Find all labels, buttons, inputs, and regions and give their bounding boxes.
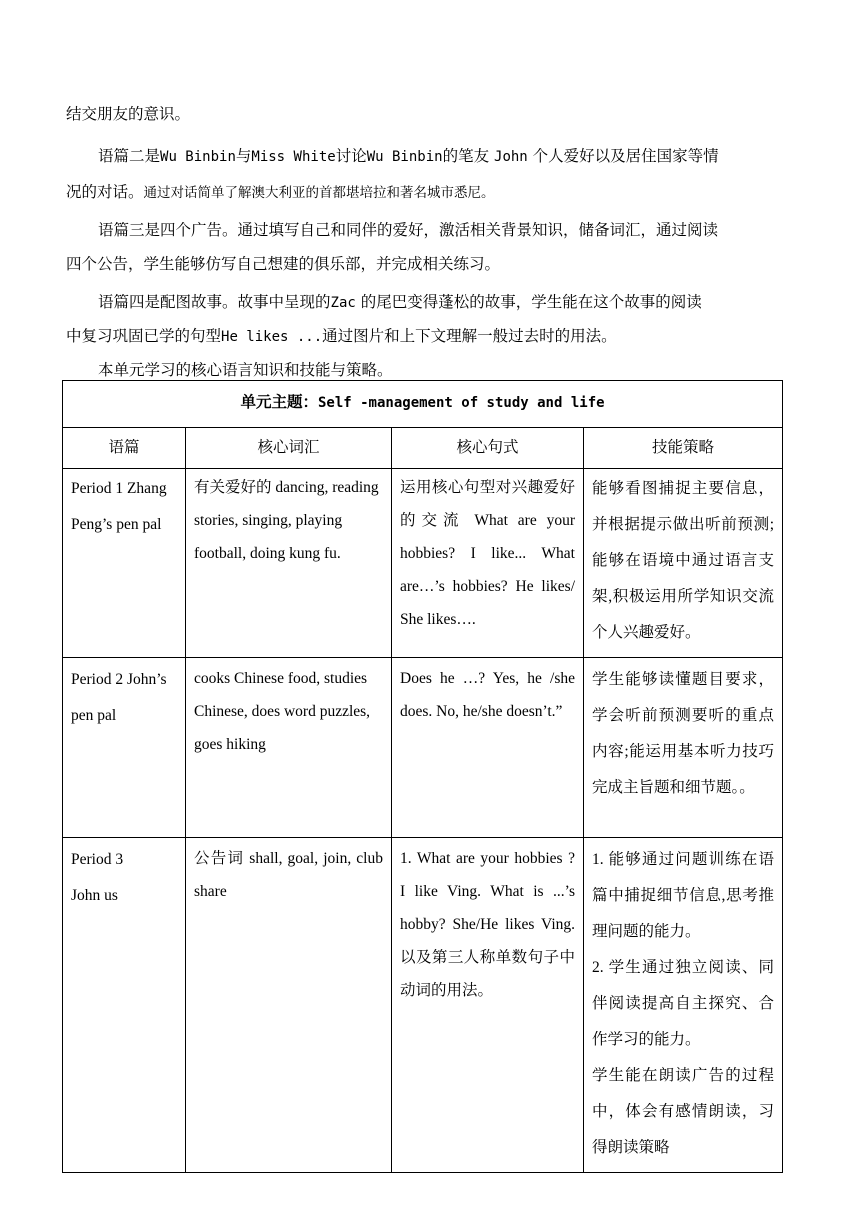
unit-theme-cell xyxy=(63,381,783,428)
text-run: 语篇四是配图故事。故事中呈现的 xyxy=(98,293,331,311)
table-row xyxy=(63,469,783,658)
column-header: 语篇 xyxy=(63,428,186,469)
sentence-cell: Does he …? Yes, he /she does. No, he/she doesn’t.” xyxy=(392,658,584,838)
vocab-cell: 有关爱好的 dancing, reading stories, singing, playing football, doing kung fu. xyxy=(186,469,392,658)
text-run: 四个公告，学生能够仿写自己想建的俱乐部，并完成相关练习。 xyxy=(66,255,501,273)
paragraph-text: 结交朋友的意识。 xyxy=(66,105,191,123)
text-run: 通过图片和上下文理解一般过去时的用法。 xyxy=(322,327,617,345)
text-run: Wu Binbin xyxy=(160,149,236,165)
unit-overview-table xyxy=(62,380,783,1173)
text-run: He likes ... xyxy=(221,329,323,345)
text-run: John xyxy=(494,149,528,165)
text-run: 中复习巩固已学的句型 xyxy=(66,327,222,345)
skills-item: 2. 学生通过独立阅读、同伴阅读提高自主探究、合作学习的能力。 xyxy=(592,959,775,1048)
sentence-cell: 运用核心句型对兴趣爱好的交流 What are your hobbies? I like... What are…’s hobbies? He likes/ She likes…. xyxy=(392,469,584,658)
period-cell: Period 2 John’s pen pal xyxy=(63,658,186,838)
skills-item: 1. 能够通过问题训练在语篇中捕捉细节信息,思考推理问题的能力。 xyxy=(592,851,775,940)
text-run: 语篇二是 xyxy=(98,147,161,165)
text-run: 况的对话。 xyxy=(66,183,144,201)
period-cell xyxy=(63,838,186,1173)
table-theme-row xyxy=(63,381,783,428)
table-header-row xyxy=(63,428,783,469)
text-run: 通过对话简单了解澳大利亚的首都堪培拉和著名城市悉尼。 xyxy=(143,185,495,201)
text-run: 本单元学习的核心语言知识和技能与策略。 xyxy=(98,361,393,379)
text-run: 的笔友 xyxy=(442,147,490,165)
paragraph-text-four-line2 xyxy=(66,318,796,355)
column-header: 核心句式 xyxy=(392,428,584,469)
text-run: 讨论 xyxy=(335,147,367,165)
vocab-cell: 公告词 shall, goal, join, club share xyxy=(186,838,392,1173)
unit-theme-value: Self -management of study and life xyxy=(317,395,605,411)
sentence-cell: 1. What are your hobbies ? I like Ving. What is ...’s hobby? She/He likes Ving. 以及第三人称单数句子中动词的用法。 xyxy=(392,838,584,1173)
skills-item: 学生能在朗读广告的过程中，体会有感情朗读，习得朗读策略 xyxy=(592,1067,775,1156)
skills-cell xyxy=(584,838,783,1173)
vocab-cell: cooks Chinese food, studies Chinese, does word puzzles, goes hiking xyxy=(186,658,392,838)
text-run: 语篇三是四个广告。通过填写自己和同伴的爱好，激活相关背景知识，储备词汇，通过阅读 xyxy=(98,221,719,239)
paragraph-text-two-line2 xyxy=(66,174,796,211)
table-row xyxy=(63,658,783,838)
column-header: 核心词汇 xyxy=(186,428,392,469)
period-cell: Period 1 Zhang Peng’s pen pal xyxy=(63,469,186,658)
text-run: Miss White xyxy=(251,149,336,165)
period-line: Period 3 xyxy=(71,851,124,868)
text-run: 与 xyxy=(235,147,252,165)
paragraph-intro-end xyxy=(66,96,796,132)
table-row xyxy=(63,838,783,1173)
paragraph-text-three xyxy=(66,212,796,248)
column-header: 技能策略 xyxy=(584,428,783,469)
text-run: Zac xyxy=(330,295,356,311)
text-run: 的尾巴变得蓬松的故事，学生能在这个故事的阅读 xyxy=(360,293,702,311)
skills-cell: 学生能够读懂题目要求，学会听前预测要听的重点内容;能运用基本听力技巧完成主旨题和细节题。。 xyxy=(584,658,783,838)
paragraph-text-two xyxy=(66,138,796,175)
text-run: 个人爱好以及居住国家等情 xyxy=(532,147,719,165)
text-run: Wu Binbin xyxy=(366,149,443,165)
paragraph-text-four xyxy=(66,284,796,321)
skills-cell: 能够看图捕捉主要信息，并根据提示做出听前预测;能够在语境中通过语言支架,积极运用所学知识交流个人兴趣爱好。 xyxy=(584,469,783,658)
unit-theme-label: 单元主题： xyxy=(240,394,318,411)
period-line: John us xyxy=(71,887,118,904)
paragraph-text-three-line2 xyxy=(66,246,796,282)
